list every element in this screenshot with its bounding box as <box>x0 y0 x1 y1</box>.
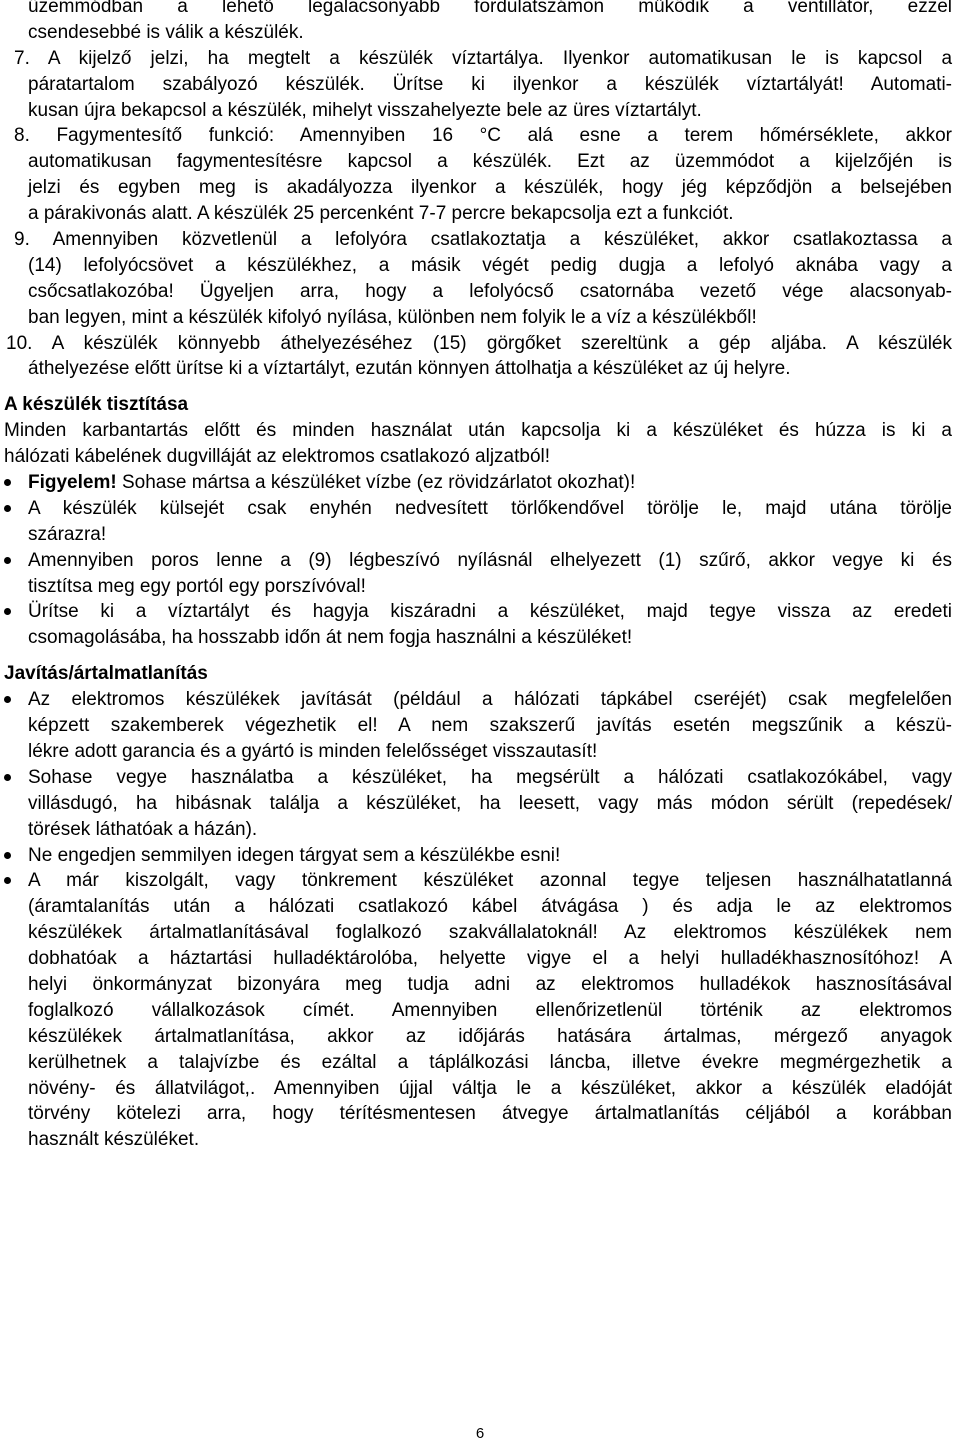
numbered-item-7 <box>14 46 953 124</box>
text-line: üzemmódban a lehető legalacsonyabb fordulatszámon működik a ventillátor, ezzel <box>28 0 952 17</box>
bullet-item <box>28 599 952 651</box>
text-line: szárazra! <box>28 523 107 545</box>
text-line: törvény kötelezi arra, hogy térítésmentesen átvegye ártalmatlanítás céljából a korábban <box>28 1103 952 1125</box>
bullet-item <box>28 548 952 600</box>
bullet-item <box>28 765 952 843</box>
item-text: A készülék könnyebb áthelyezéséhez (15) görgőket szereltünk a gép aljába. A készülék <box>51 332 952 354</box>
text-line: Amennyiben poros lenne a (9) légbeszívó nyílásnál elhelyezett (1) szűrő, akkor vegye ki és <box>28 549 952 571</box>
bullet-text: Sohase mártsa a készüléket vízbe (ez rövidzárlatot okozhat)! <box>116 472 636 494</box>
bullet-item <box>28 496 952 548</box>
text-line: jelzi és egyben meg is akadályozza ilyenkor a készülék, hogy jég képződjön a belsejében <box>28 177 952 199</box>
cleaning-intro <box>4 418 952 470</box>
bullet-item <box>28 687 952 765</box>
text-line: (áramtalanítás után a hálózati csatlakozó kábel átvágása ) és adja le az elektromos <box>28 896 952 918</box>
text-line: csomagolásába, ha hosszabb időn át nem fogja használni a készüléket! <box>28 627 633 649</box>
text-line: csendesebbé is válik a készülék. <box>28 21 304 43</box>
text-line: a párakivonás alatt. A készülék 25 percenként 7-7 percre bekapcsolja ezt a funkciót. <box>28 203 734 225</box>
text-line: készülékek ártalmatlanítása, akkor az időjárás hatására ártalmas, mérgező anyagok <box>28 1025 952 1047</box>
text-line <box>28 470 952 496</box>
text-line: automatikusan fagymentesítésre kapcsol a készülék. Ezt az üzemmódot a kijelzőjén is <box>28 151 952 173</box>
text-line: készülékek ártalmatlanításával foglalkozó szakvállalatoknál! Az elektromos készülékek nem <box>28 922 952 944</box>
text-line: Az elektromos készülékek javítását (például a hálózati tápkábel cseréjét) csak megfelelően <box>28 689 952 711</box>
text-line <box>6 331 952 357</box>
text-line: páratartalom szabályozó készülék. Ürítse ki ilyenkor a készülék víztartályát! Automati- <box>28 73 952 95</box>
section-heading-repair: Javítás/ártalmatlanítás <box>4 663 208 685</box>
bullet-dot-icon <box>4 696 11 703</box>
item-text: Amennyiben közvetlenül a lefolyóra csatlakoztatja a készüléket, akkor csatlakoztassa a <box>52 229 952 251</box>
bullet-dot-icon <box>4 505 11 512</box>
text-line <box>14 46 952 72</box>
bullet-dot-icon <box>4 877 11 884</box>
text-line: kusan újra bekapcsol a készülék, mihelyt visszahelyezte bele az üres víztartályt. <box>28 99 702 121</box>
text-line: (14) lefolyócsövet a készülékhez, a másik végét pedig dugja a lefolyó aknába vagy a <box>28 254 952 276</box>
text-line: lékre adott garancia és a gyártó is minden felelősséget visszautasít! <box>28 740 598 762</box>
page-number: 6 <box>475 1425 485 1442</box>
text-line: A már kiszolgált, vagy tönkrement készüléket azonnal tegye teljesen használhatatlanná <box>28 870 952 892</box>
text-line: ban legyen, mint a készülék kifolyó nyílása, különben nem folyik le a víz a készülékből! <box>28 306 757 328</box>
text-line: A készülék külsejét csak enyhén nedvesített törlőkendővel törölje le, majd utána törölje <box>28 497 952 519</box>
warning-label: Figyelem! <box>28 472 117 494</box>
text-line: csőcsatlakozóba! Ügyeljen arra, hogy a lefolyócső csatornába vezető vége alacsonyab- <box>28 280 952 302</box>
text-line: dobhatóak a háztartási hulladéktárolóba, helyette vigye el a helyi hulladékhasznosítóhoz! A <box>28 948 952 970</box>
bullet-item <box>28 470 952 496</box>
text-line <box>14 123 952 149</box>
text-line: képzett szakemberek végezhetik el! A nem szakszerű javítás esetén megszűnik a készü- <box>28 715 952 737</box>
bullet-dot-icon <box>4 608 11 615</box>
text-line: Sohase vegye használatba a készüléket, ha megsérült a hálózati csatlakozókábel, vagy <box>28 766 952 788</box>
text-line: áthelyezése előtt ürítse ki a víztartályt, ezután könnyen áttolhatja a készüléket az új helyre. <box>28 358 791 380</box>
item-number: 9. <box>14 229 30 251</box>
item-text: A kijelző jelzi, ha megtelt a készülék víztartálya. Ilyenkor automatikusan le is kapcsol a <box>47 47 953 69</box>
text-line: tisztítsa meg egy portól egy porszívóval! <box>28 575 366 597</box>
text-line: Ürítse ki a víztartályt és hagyja kiszáradni a készüléket, majd tegye vissza az eredeti <box>28 601 952 623</box>
bullet-dot-icon <box>4 557 11 564</box>
text-line: növény- és állatvilágot,. Amennyiben újjal váltja le a készüléket, akkor a készülék eladóját <box>28 1077 952 1099</box>
numbered-item-9 <box>14 227 952 331</box>
numbered-item-10 <box>6 331 952 383</box>
section-heading-cleaning: A készülék tisztítása <box>4 394 189 416</box>
bullet-item <box>28 843 952 869</box>
text-line: Minden karbantartás előtt és minden használat után kapcsolja ki a készüléket és húzza is ki a <box>4 420 952 442</box>
item-number: 7. <box>14 47 30 69</box>
numbered-item-8 <box>14 123 953 227</box>
bullet-dot-icon <box>4 774 11 781</box>
text-line <box>14 227 952 253</box>
text-line: villásdugó, ha hibásnak találja a készüléket, ha leesett, vagy más módon sérült (repedések/ <box>28 792 952 814</box>
text-line: helyi önkormányzat bizonyára meg tudja adni az elektromos hulladékok hasznosításával <box>28 973 952 995</box>
page-content <box>4 0 953 1153</box>
text-line: törések láthatóak a házán). <box>28 818 258 840</box>
item-number: 8. <box>14 125 30 147</box>
item-number: 10. <box>6 332 33 354</box>
intro-paragraph <box>28 0 952 46</box>
text-line: foglalkozó vállalkozások címét. Amennyiben ellenőrizetlenül történik az elektromos <box>28 999 952 1021</box>
bullet-item <box>28 868 952 1153</box>
item-text: Fagymentesítő funkció: Amennyiben 16 °C alá esne a terem hőmérséklete, akkor <box>56 125 953 147</box>
bullet-dot-icon <box>4 479 11 486</box>
text-line: kerülhetnek a talajvízbe és ezáltal a táplálkozási láncba, illetve évekre megmérgezhetik a <box>28 1051 952 1073</box>
text-line: Ne engedjen semmilyen idegen tárgyat sem a készülékbe esni! <box>28 844 561 866</box>
text-line: hálózati kábelének dugvilláját az elektromos csatlakozó aljzatból! <box>4 446 551 468</box>
bullet-dot-icon <box>4 852 11 859</box>
text-line: használt készüléket. <box>28 1129 200 1151</box>
